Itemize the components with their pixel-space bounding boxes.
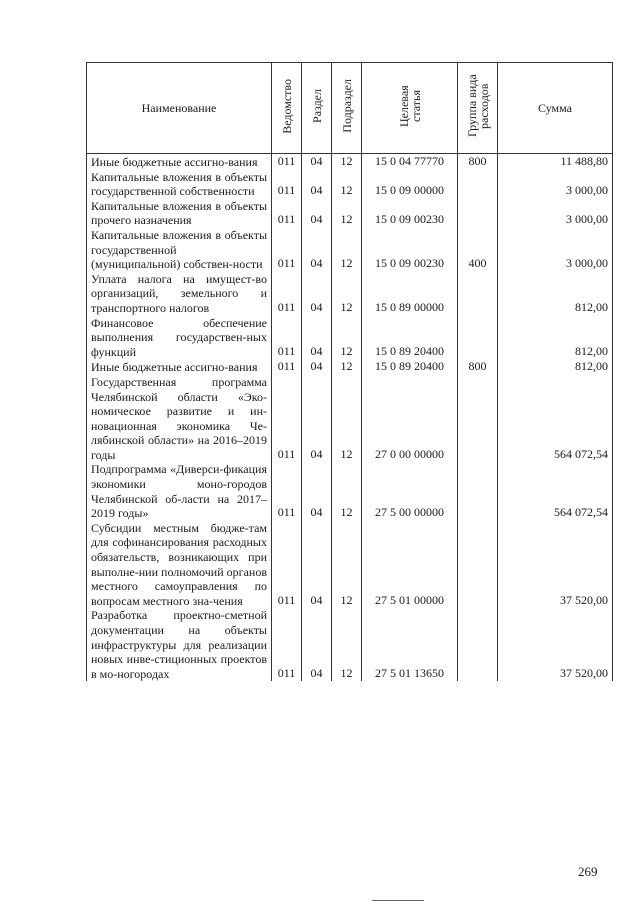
row-section: 04 [302, 316, 332, 360]
row-subsection: 12 [332, 462, 362, 520]
table-row [87, 316, 613, 360]
row-department: 011 [272, 154, 302, 170]
table-row [87, 154, 613, 170]
row-expense-group [458, 521, 498, 609]
row-amount: 3 000,00 [498, 199, 613, 228]
row-name: Капитальные вложения в объекты государственной собственности [87, 170, 272, 199]
row-target-article: 27 0 00 00000 [362, 375, 458, 463]
row-name: Подпрограмма «Диверси-фикация экономики моно-городов Челябинской об-ласти на 2017–2019 годы» [87, 462, 272, 520]
row-name: Финансовое обеспечение выполнения государствен-ных функций [87, 316, 272, 360]
header-section: Раздел [302, 63, 332, 154]
header-name: Наименование [87, 63, 272, 154]
row-name: Уплата налога на имущест-во организаций, земельного и транспортного налогов [87, 272, 272, 316]
row-expense-group [458, 199, 498, 228]
row-expense-group [458, 375, 498, 463]
row-department: 011 [272, 462, 302, 520]
row-target-article: 15 0 89 20400 [362, 359, 458, 375]
row-subsection: 12 [332, 228, 362, 272]
row-section: 04 [302, 359, 332, 375]
row-amount: 564 072,54 [498, 462, 613, 520]
table-row [87, 359, 613, 375]
row-department: 011 [272, 228, 302, 272]
row-name: Иные бюджетные ассигно-вания [87, 154, 272, 170]
row-department: 011 [272, 199, 302, 228]
row-target-article: 15 0 04 77770 [362, 154, 458, 170]
row-name: Иные бюджетные ассигно-вания [87, 359, 272, 375]
row-subsection: 12 [332, 316, 362, 360]
footer-divider [372, 900, 424, 901]
row-subsection: 12 [332, 170, 362, 199]
row-section: 04 [302, 154, 332, 170]
row-name: Государственная программа Челябинской области «Эко-номическое развитие и ин-новационная экономика Че-лябинской области» на 2016–2019 годы [87, 375, 272, 463]
row-amount: 3 000,00 [498, 228, 613, 272]
row-target-article: 27 5 01 00000 [362, 521, 458, 609]
row-expense-group: 800 [458, 154, 498, 170]
row-department: 011 [272, 521, 302, 609]
budget-table [86, 62, 613, 681]
row-name: Субсидии местным бюдже-там для софинансирования расходных обязательств, возникающих при выполне-нии полномочий органов местного самоуправления по вопросам местного зна-чения [87, 521, 272, 609]
row-amount: 564 072,54 [498, 375, 613, 463]
row-subsection: 12 [332, 359, 362, 375]
header-target-article: Целевая статья [362, 63, 458, 154]
row-section: 04 [302, 375, 332, 463]
row-amount: 11 488,80 [498, 154, 613, 170]
row-subsection: 12 [332, 154, 362, 170]
row-subsection: 12 [332, 375, 362, 463]
header-expense-group: Группа вида расходов [458, 63, 498, 154]
row-department: 011 [272, 170, 302, 199]
row-expense-group [458, 170, 498, 199]
row-department: 011 [272, 272, 302, 316]
row-target-article: 27 5 01 13650 [362, 608, 458, 681]
row-amount: 37 520,00 [498, 521, 613, 609]
row-expense-group: 400 [458, 228, 498, 272]
table-row [87, 608, 613, 681]
row-subsection: 12 [332, 521, 362, 609]
row-target-article: 15 0 89 00000 [362, 272, 458, 316]
row-subsection: 12 [332, 608, 362, 681]
row-department: 011 [272, 608, 302, 681]
row-expense-group: 800 [458, 359, 498, 375]
table-body [87, 154, 613, 682]
table-row [87, 375, 613, 463]
row-expense-group [458, 462, 498, 520]
table-row [87, 228, 613, 272]
row-section: 04 [302, 608, 332, 681]
table-row [87, 521, 613, 609]
row-amount: 37 520,00 [498, 608, 613, 681]
page-number: 269 [578, 864, 598, 879]
row-department: 011 [272, 359, 302, 375]
row-department: 011 [272, 316, 302, 360]
row-target-article: 27 5 00 00000 [362, 462, 458, 520]
row-target-article: 15 0 09 00230 [362, 228, 458, 272]
row-amount: 812,00 [498, 316, 613, 360]
row-expense-group [458, 608, 498, 681]
row-amount: 812,00 [498, 359, 613, 375]
row-expense-group [458, 272, 498, 316]
row-amount: 3 000,00 [498, 170, 613, 199]
row-amount: 812,00 [498, 272, 613, 316]
row-subsection: 12 [332, 199, 362, 228]
table-row [87, 462, 613, 520]
row-target-article: 15 0 09 00000 [362, 170, 458, 199]
row-section: 04 [302, 521, 332, 609]
row-name: Капитальные вложения в объекты прочего назначения [87, 199, 272, 228]
table-row [87, 170, 613, 199]
row-section: 04 [302, 272, 332, 316]
row-section: 04 [302, 199, 332, 228]
row-target-article: 15 0 09 00230 [362, 199, 458, 228]
row-section: 04 [302, 228, 332, 272]
header-department: Ведомство [272, 63, 302, 154]
row-section: 04 [302, 170, 332, 199]
table-header [87, 63, 613, 154]
row-target-article: 15 0 89 20400 [362, 316, 458, 360]
row-section: 04 [302, 462, 332, 520]
row-expense-group [458, 316, 498, 360]
header-subsection: Подраздел [332, 63, 362, 154]
row-name: Капитальные вложения в объекты государственной (муниципальной) собствен-ности [87, 228, 272, 272]
row-name: Разработка проектно-сметной документации на объекты инфраструктуры для реализации новых инве-стиционных проектов в мо-ногородах [87, 608, 272, 681]
header-amount: Сумма [498, 63, 613, 154]
table-row [87, 199, 613, 228]
row-subsection: 12 [332, 272, 362, 316]
row-department: 011 [272, 375, 302, 463]
table-row [87, 272, 613, 316]
